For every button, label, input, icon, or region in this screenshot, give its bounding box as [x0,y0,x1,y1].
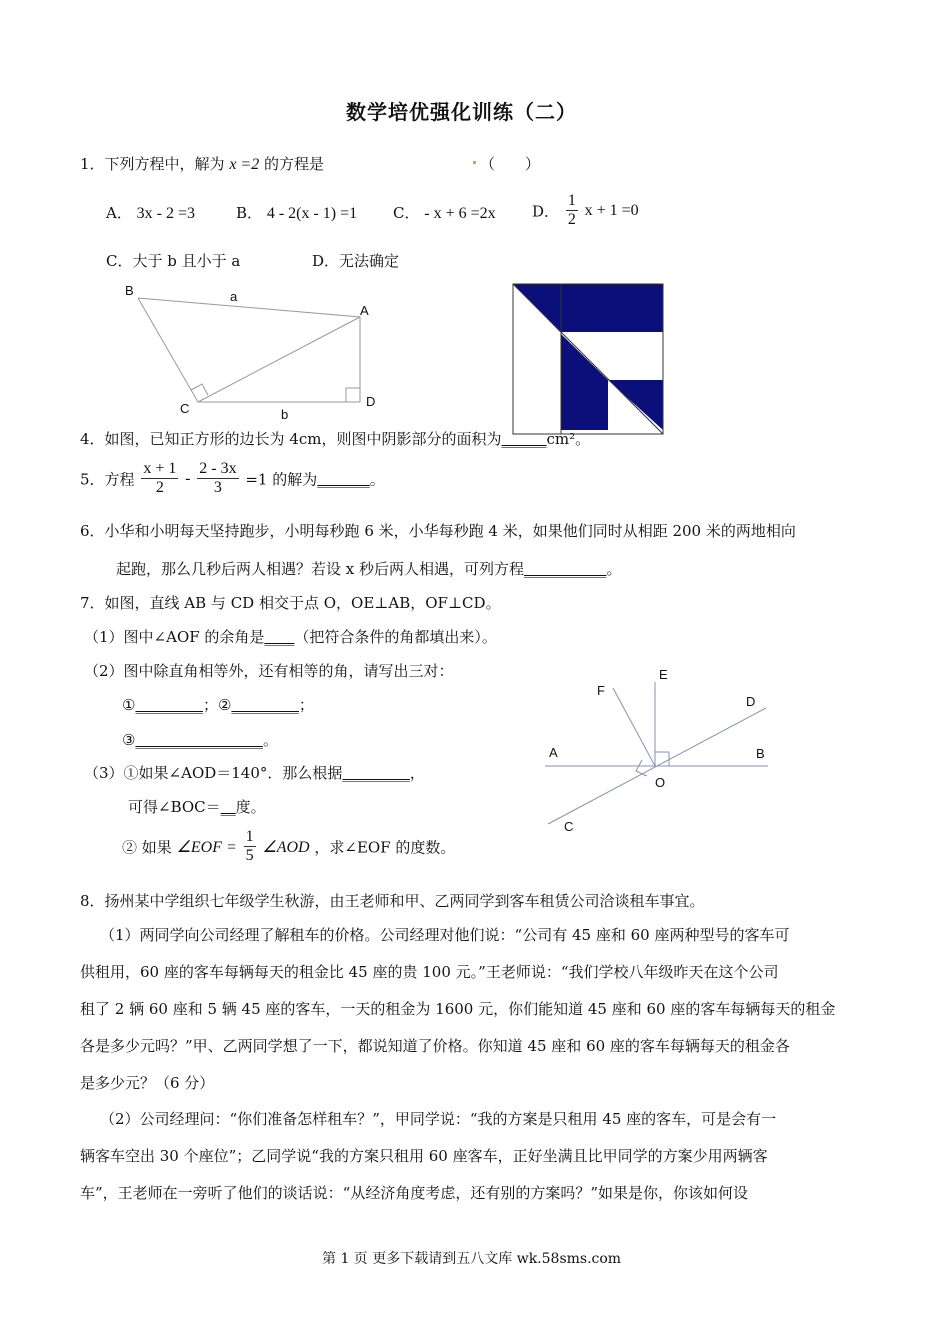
q7-part3c-lhs: ∠EOF = [176,838,237,856]
q7-part1 [84,626,497,647]
q1-option-d [532,192,639,230]
mark-dot [473,161,476,164]
label-A: A [549,745,558,760]
label-B: B [125,283,134,298]
q7-part2-ab [122,694,314,715]
page-title: 数学培优强化训练（二） [346,100,577,124]
q7-part2-a-blank: _________ [135,696,203,714]
label-B: B [756,746,765,761]
q5-end: 。 [369,470,385,489]
q7-part3c [122,828,455,866]
q7-part3-blank: _________ [342,764,410,782]
q7-part3c-end: ，求∠EOF 的度数。 [314,838,456,857]
q5-rest: =1 的解为 [245,470,318,489]
q5-f1-den: 2 [155,479,164,497]
q5-f1-num: x + 1 [141,460,178,479]
label-E: E [659,667,668,682]
q7-part1-text: （1）图中∠AOF 的余角是 [84,628,265,646]
label-b: b [281,407,289,420]
q1-option-a [106,202,195,223]
q7-part3b-text: 可得∠BOC＝ [128,798,221,816]
q1-stem [80,153,324,174]
q1-paren: （ ） [480,155,541,173]
right-angle-f [636,760,647,776]
q8-p2-l1: （2）公司经理问：“你们准备怎样租车？”，甲同学说：“我的方案是只租用 45 座的客车，可是会有一 [100,1110,777,1128]
q6-end: 。 [606,560,622,578]
q5-minus: - [185,469,191,487]
q4-text: 4．如图，已知正方形的边长为 4cm，则图中阴影部分的面积为 [80,430,502,448]
quad-outline [138,298,360,402]
figure-square [510,282,668,440]
q1-option-b-eq: 4 - 2(x - 1) =1 [266,205,358,222]
extra-option-c: C．大于 b 且小于 a [106,252,241,270]
q7-part2-b-end: ； [298,696,314,714]
q1-stem-end: 的方程是 [264,155,325,173]
label-D: D [366,394,376,409]
q4-blank: ______ [501,430,547,448]
q7-part3c-rhs: ∠AOD [262,838,310,856]
q6-line2-text: 起跑，那么几秒后两人相遇？若设 x 秒后两人相遇，可列方程 [116,560,524,578]
q1-option-b-label: B． [236,204,263,222]
label-A: A [360,303,369,318]
q7-part3b-blank: __ [220,798,236,816]
q6-line1: 6．小华和小明每天坚持跑步，小明每秒跑 6 米，小华每秒跑 4 米，如果他们同时从相距 200 米的两地相向 [80,522,796,540]
label-D: D [746,694,756,709]
q5-fraction-1 [141,460,178,498]
q7-part3c-pre: ② 如果 [122,838,172,857]
q6-line2 [116,558,622,579]
q5-f2-den: 3 [213,479,222,497]
q1-option-b [236,202,357,223]
q1-option-d-num: 1 [566,192,578,211]
q1-option-d-rest: x + 1 =0 [584,201,639,219]
q7-part2: （2）图中除直角相等外，还有相等的角，请写出三对： [84,662,454,680]
q4-unit: cm²。 [546,430,591,448]
q5-fraction-2 [197,460,238,498]
q8-p1-l1: （1）两同学向公司经理了解租车的价格。公司经理对他们说：“公司有 45 座和 60 座两种型号的客车可 [100,926,790,944]
q1-option-d-fraction [566,192,578,230]
right-angle-d [346,388,360,402]
q7-part1-blank: ____ [264,628,295,646]
extra-option-d: D．无法确定 [312,252,400,270]
q7-part3b [128,796,266,817]
q7-part3-end: ， [409,764,425,782]
q7-part2-a: ① [122,696,136,714]
q8-p1-l3: 租了 2 辆 60 座和 5 辆 45 座的客车，一天的租金为 1600 元，你们能知道 45 座和 60 座的客车每辆每天的租金 [80,1000,836,1018]
figure-quadrilateral [110,280,390,420]
label-C: C [564,819,574,834]
q7-part2-c-blank: _________________ [135,731,263,749]
q8-p2-l2: 辆客车空出 30 个座位”；乙同学说“我的方案只租用 60 座客车，正好坐满且比甲同学的方案少用两辆客 [80,1147,768,1165]
q4 [80,428,590,449]
q7-part3c-fraction [244,828,256,866]
q7-part2-c [122,729,278,750]
q5-f2-num: 2 - 3x [197,460,238,479]
q5 [80,460,385,498]
q8-line1: 8．扬州某中学组织七年级学生秋游，由王老师和甲、乙两同学到客车租赁公司洽谈租车事宜。 [80,892,705,910]
q5-pre: 5．方程 [80,470,135,489]
q6-blank: ___________ [524,560,607,578]
q7-part3b-end: 度。 [235,798,266,816]
q7-part3c-num: 1 [244,828,256,847]
q7-part3-text: （3）①如果∠AOD＝140°．那么根据 [84,764,343,782]
q8-p2-l3: 车”，王老师在一旁听了他们的谈话说：“从经济角度考虑，还有别的方案吗？”如果是你，你该如何设 [80,1184,749,1202]
q1-option-a-label: A． [106,204,132,222]
q1-option-c-label: C． [393,204,420,222]
q5-blank: _______ [317,469,370,488]
q8-p1-l2: 供租用，60 座的客车每辆每天的租金比 45 座的贵 100 元。”王老师说：“我们学校八年级昨天在这个公司 [80,963,779,981]
q7-part1-end: （把符合条件的角都填出来）。 [294,628,497,646]
q7-part3c-den: 5 [245,847,254,865]
q7-part2-b: ；② [202,696,232,714]
q7-part2-c-label: ③ [122,731,136,749]
q1-equation: x =2 [229,156,260,173]
q7-line1: 7．如图，直线 AB 与 CD 相交于点 O，OE⊥AB，OF⊥CD。 [80,594,501,612]
q7-part3 [84,762,425,783]
q1-option-c [393,202,496,223]
page-footer: 第 1 页 更多下载请到五八文库 wk.58sms.com [322,1251,622,1267]
q7-part2-b-blank: _________ [231,696,299,714]
q1-stem-text: 1．下列方程中，解为 [80,155,225,173]
label-F: F [597,683,605,698]
label-O: O [655,775,666,790]
label-C: C [180,401,190,416]
q8-p1-l5: 是多少元？（6 分） [80,1074,215,1092]
q1-option-c-eq: - x + 6 =2x [424,205,496,222]
q1-option-d-label: D． [532,202,560,221]
ray-of [613,688,655,766]
q8-p1-l4: 各是多少元吗？”甲、乙两同学想了一下，都说知道了价格。你知道 45 座和 60 座的客车每辆每天的租金各 [80,1037,790,1055]
q1-option-a-eq: 3x - 2 =3 [136,205,195,222]
shade-middle [561,334,608,430]
label-a: a [230,289,238,304]
q7-part2-c-end: 。 [262,731,278,749]
figure-angles [540,660,780,840]
diagonal-ca [198,317,360,402]
q1-option-d-den: 2 [567,211,576,229]
shade-top [513,284,663,332]
